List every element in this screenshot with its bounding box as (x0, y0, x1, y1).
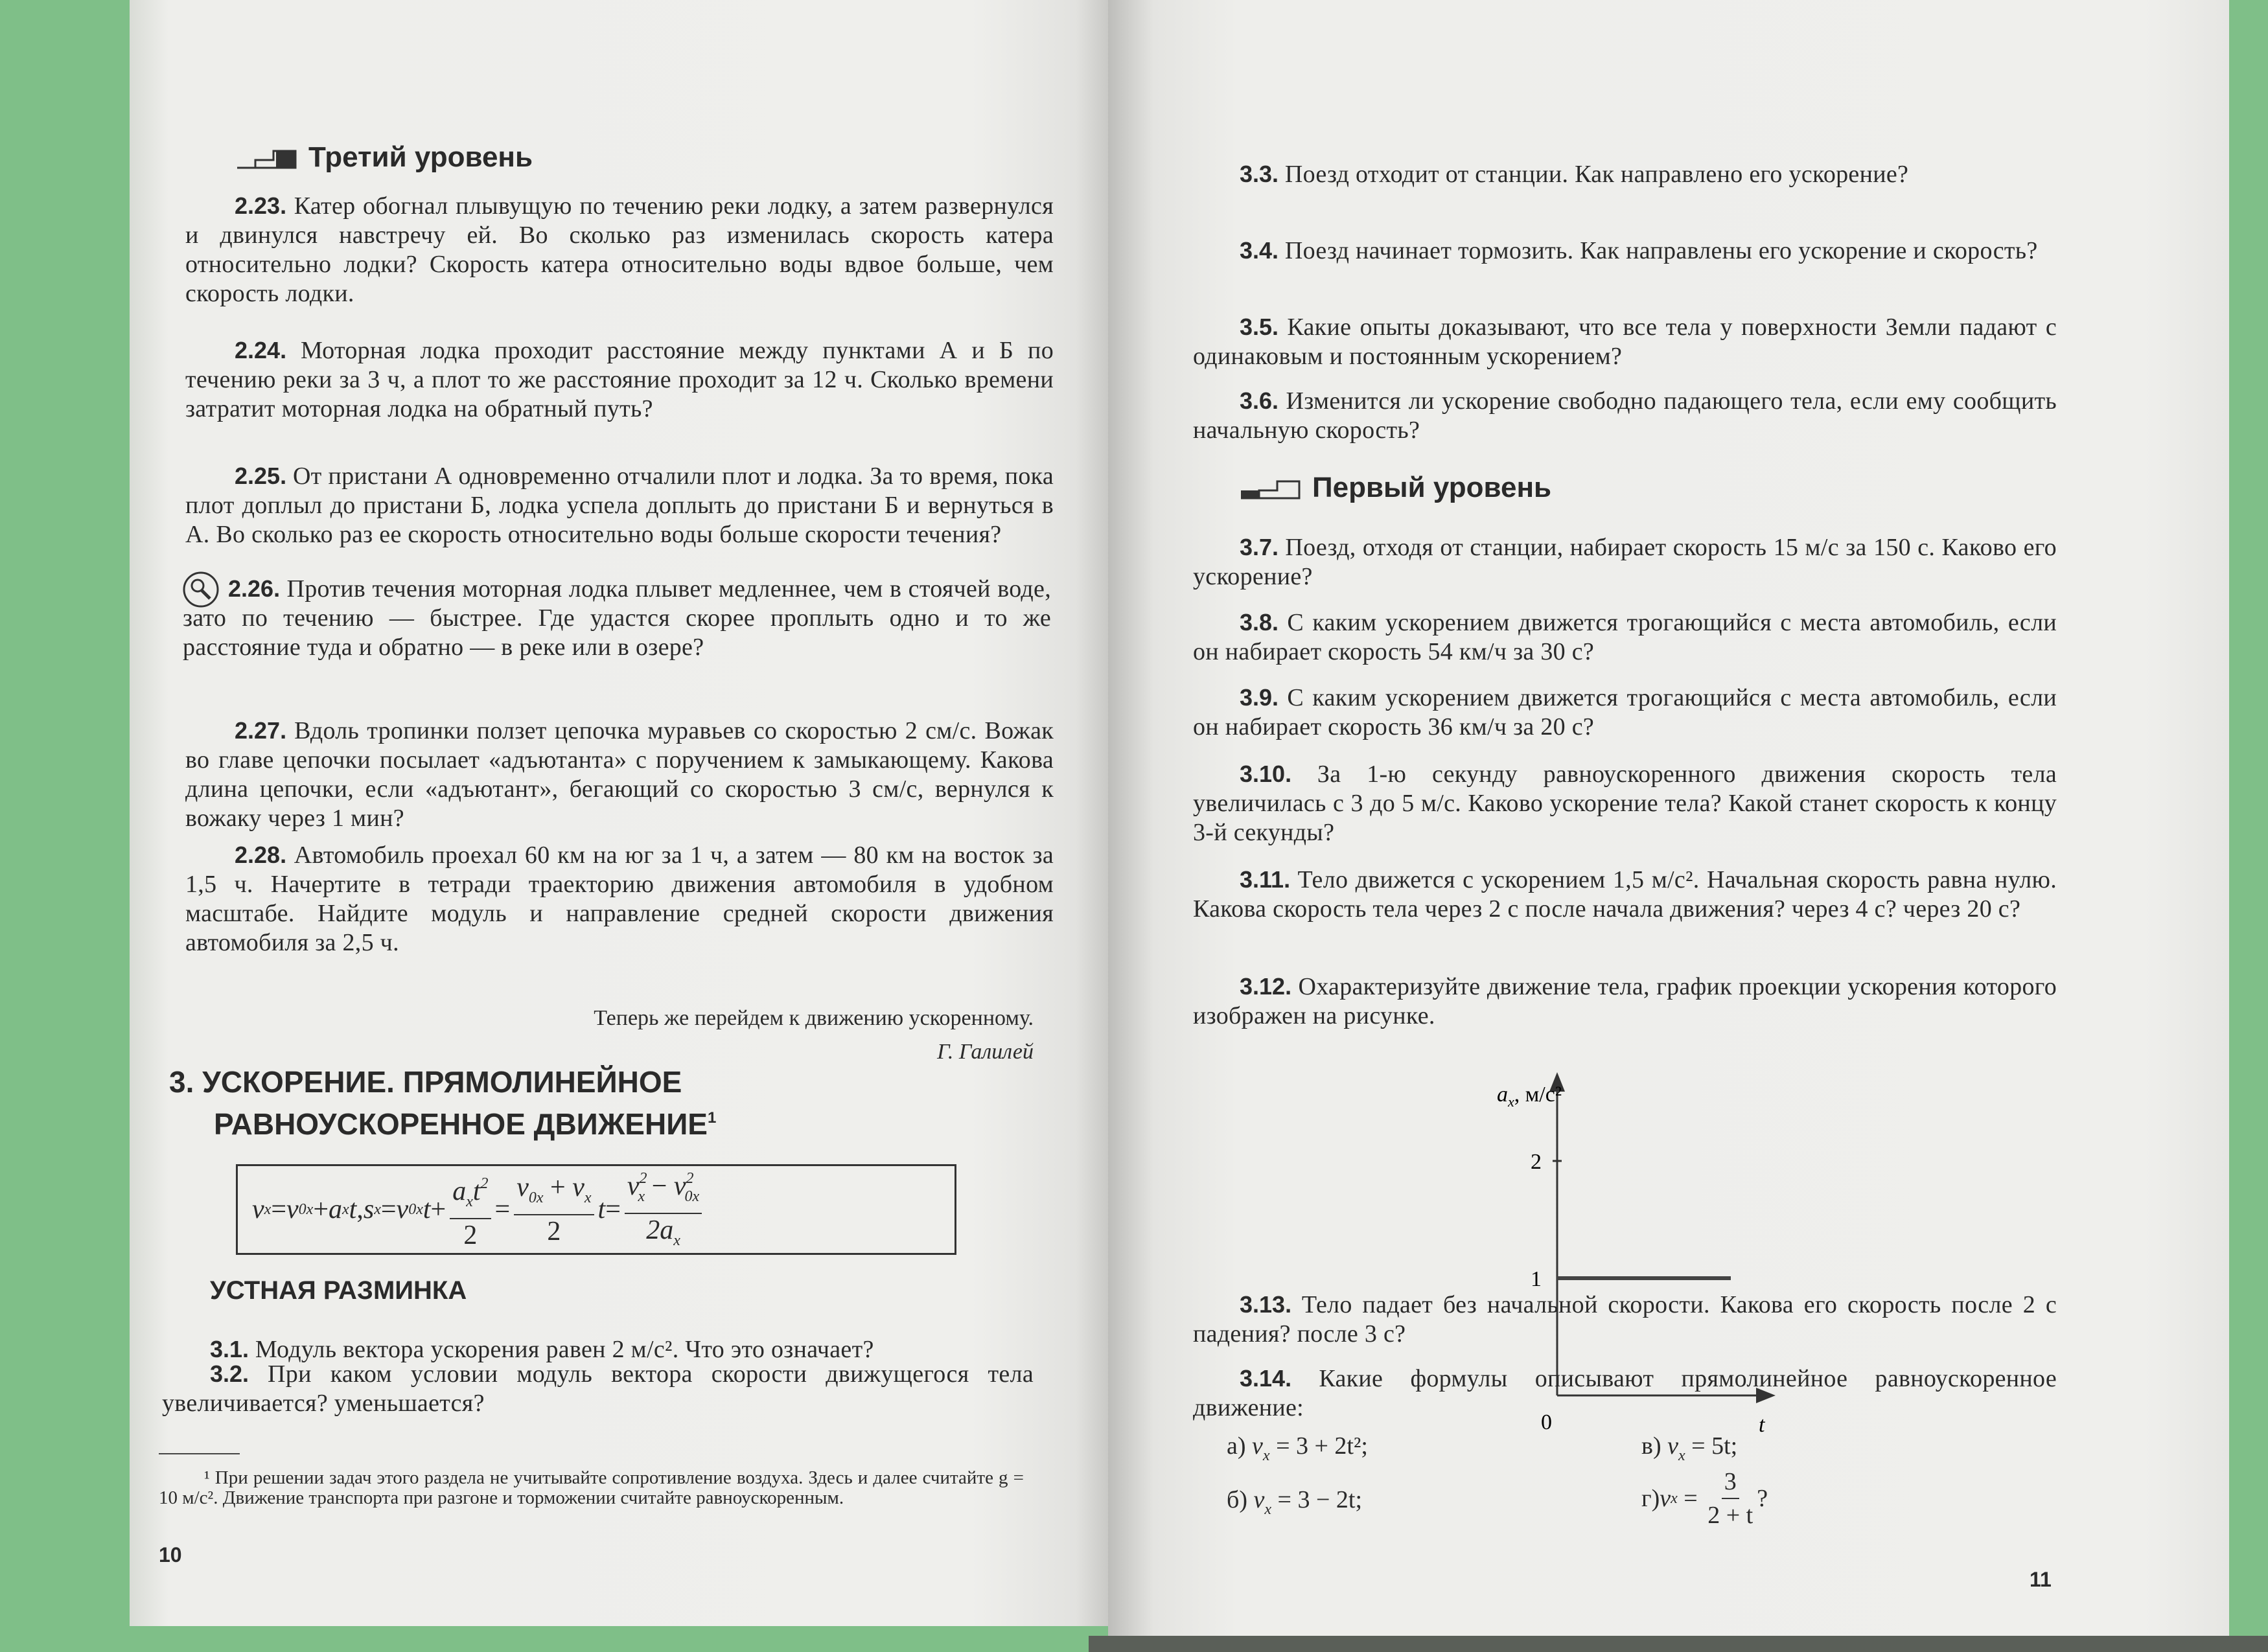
section-title-line2 (214, 1100, 716, 1142)
fraction (1707, 1465, 1753, 1532)
problem-2-27 (185, 716, 1054, 833)
y-tick-label-1: 1 (1531, 1267, 1542, 1291)
epigraph: Теперь же перейдем к движению ускоренному. (594, 1006, 1034, 1030)
f-v: v (572, 1173, 584, 1202)
f-v: v (396, 1195, 409, 1224)
problem-2-25 (185, 461, 1054, 549)
problem-number: 2.26. (228, 575, 281, 602)
problem-3-10 (1193, 759, 2057, 847)
problem-text: Какие формулы описывают прямолинейное равноускоренное движение: (1193, 1365, 2057, 1421)
f-sub: 0x (298, 1200, 314, 1218)
f-sup: 2 (639, 1170, 647, 1187)
origin-label: 0 (1541, 1410, 1552, 1434)
option-eq: = (1677, 1485, 1704, 1512)
f-plus: + (543, 1173, 573, 1202)
option-label: б) (1227, 1486, 1254, 1513)
problem-text: Моторная лодка проходит расстояние между пунктами А и Б по течению реки за 3 ч, а плот то же расстояние проходит за 12 ч. Сколько времени затратит моторная лодка на обратный путь? (185, 337, 1054, 422)
problem-3-5 (1193, 312, 2057, 371)
f-sup: 2 (480, 1175, 489, 1192)
problem-3-9 (1193, 683, 2057, 742)
problem-text: Тело падает без начальной скорости. Какова его скорость после 2 с падения? после 3 с? (1193, 1291, 2057, 1348)
problem-text: Охарактеризуйте движение тела, график проекции ускорения которого изображен на рисунке. (1193, 973, 2057, 1029)
page-number-left: 10 (159, 1543, 182, 1566)
problem-number: 2.24. (235, 337, 287, 363)
stairs-icon (236, 144, 297, 170)
section-title-line1: 3. УСКОРЕНИЕ. ПРЯМОЛИНЕЙНОЕ (169, 1065, 682, 1099)
problem-text: Автомобиль проехал 60 км на юг за 1 ч, а затем — 80 км на восток за 1,5 ч. Начертите в тетради траекторию движения автомобиля в удобном масштабе. Найдите модуль и направление средней скорости движения автомобиля за 2,5 ч. (185, 842, 1054, 956)
problem-number: 3.10. (1240, 761, 1292, 787)
f-plus: + (430, 1195, 446, 1224)
y-tick-label-2: 2 (1531, 1150, 1542, 1174)
problem-3-11 (1193, 865, 2057, 924)
problem-number: 3.11. (1240, 866, 1291, 893)
f-sub: x (638, 1188, 645, 1205)
f-v: v (516, 1173, 529, 1202)
f-2a: 2a (646, 1215, 674, 1245)
problem-3-12 (1193, 972, 2057, 1031)
f-sup: 2 (686, 1170, 694, 1187)
f-v: v (252, 1195, 264, 1224)
f-eq: = (271, 1195, 286, 1224)
problem-text: Поезд, отходя от станции, набирает скорость 15 м/с за 150 с. Каково его ускорение? (1193, 534, 2057, 590)
footnote-mark: 1 (707, 1109, 717, 1127)
formula-box (236, 1164, 956, 1255)
var-sub: x (1262, 1447, 1270, 1464)
warmup-title: УСТНАЯ РАЗМИНКА (210, 1276, 467, 1305)
problem-number: 2.28. (235, 842, 287, 868)
x-axis-label: t (1759, 1413, 1765, 1437)
problem-text: Модуль вектора ускорения равен 2 м/с². Что это означает? (249, 1336, 874, 1363)
f-s: s (363, 1195, 375, 1224)
f-sub: x (374, 1200, 381, 1218)
var-v: v (1253, 1486, 1265, 1513)
problem-number: 3.14. (1240, 1365, 1292, 1392)
f-t: t (597, 1195, 606, 1224)
option-label: в) (1641, 1432, 1668, 1460)
f-two: 2 (463, 1221, 478, 1250)
option-label: а) (1227, 1432, 1253, 1460)
heading-text: Третий уровень (308, 141, 533, 173)
problem-text: Вдоль тропинки ползет цепочка муравьев со скоростью 2 см/с. Вожак во главе цепочки посылает «адъютанта» с поручением к замыкающему. Какова длина цепочки, если «адъютант», бегающий со скоростью 3 см/с, вернулся к вожаку через 1 мин? (185, 717, 1054, 832)
problem-text: Тело движется с ускорением 1,5 м/с². Начальная скорость равна нулю. Какова скорость тела через 2 с после начала движения? через 4 с? через 20 с? (1193, 866, 2057, 923)
problem-text: При каком условии модуль вектора скорости движущегося тела увеличивается? уменьшается? (162, 1360, 1034, 1417)
epigraph-author: Г. Галилей (937, 1040, 1034, 1064)
f-plus: + (313, 1195, 329, 1224)
problem-number: 3.7. (1240, 534, 1279, 560)
footnote: ¹ При решении задач этого раздела не учитывайте сопротивление воздуха. Здесь и далее считайте g = 10 м/с². Движение транспорта при разгоне и торможении считайте равноускоренным. (159, 1467, 1024, 1508)
problem-text: Катер обогнал плывущую по течению реки лодку, а затем развернулся и двинулся навстречу ей. Во сколько раз изменилась скорость катера относительно лодки? Скорость катера относительно воды вдвое больше, чем скорость лодки. (185, 192, 1054, 307)
f-sub: x (342, 1200, 349, 1218)
f-v: v (286, 1195, 299, 1224)
option-g (1641, 1465, 1768, 1532)
f-minus: − (645, 1171, 674, 1201)
problem-text: С каким ускорением движется трогающийся с места автомобиль, если он набирает скорость 36 км/ч за 20 с? (1193, 684, 2057, 740)
problem-text: Поезд начинает тормозить. Как направлены его ускорение и скорость? (1279, 237, 2038, 264)
problem-text: За 1-ю секунду равноускоренного движения скорость тела увеличилась с 3 до 5 м/с. Каково ускорение тела? Какой станет скорость к концу 3-й секунды? (1193, 761, 2057, 846)
problem-number: 3.12. (1240, 973, 1292, 1000)
f-sub: 0x (408, 1200, 423, 1218)
option-formula: = 5t; (1685, 1432, 1738, 1460)
problem-text: Поезд отходит от станции. Как направлено его ускорение? (1279, 161, 1909, 188)
problem-number: 3.8. (1240, 609, 1279, 636)
f-sub: 0x (684, 1188, 700, 1205)
var-v: v (1660, 1485, 1671, 1512)
option-end: ? (1757, 1485, 1768, 1512)
problem-number: 2.25. (235, 463, 287, 489)
heading-text: Первый уровень (1312, 472, 1552, 503)
problem-2-23 (185, 191, 1054, 308)
var-v: v (1252, 1432, 1263, 1460)
book-edge (1089, 1636, 2268, 1652)
fraction (625, 1162, 702, 1257)
option-a (1227, 1432, 1368, 1465)
problem-number: 3.2. (210, 1360, 249, 1387)
var-v: v (1667, 1432, 1678, 1460)
problem-2-28 (185, 840, 1054, 958)
problem-3-3 (1193, 159, 2057, 189)
f-t: t (349, 1195, 357, 1224)
problem-text: От пристани А одновременно отчалили плот и лодка. За то время, пока плот доплыл до пристани Б, лодка успела доплыть до пристани Б и вернуться в А. Во сколько раз ее скорость относительно воды больше скорости течения? (185, 463, 1054, 548)
problem-number: 3.1. (210, 1336, 249, 1362)
footnote-divider (159, 1453, 240, 1454)
problem-number: 3.4. (1240, 237, 1279, 264)
option-formula: = 3 − 2t; (1271, 1486, 1363, 1513)
problem-number: 3.5. (1240, 314, 1279, 340)
problem-number: 3.3. (1240, 161, 1279, 187)
problem-number: 2.27. (235, 717, 287, 744)
problem-number: 3.13. (1240, 1291, 1292, 1318)
problem-3-8 (1193, 608, 2057, 667)
f-eq: = (605, 1195, 621, 1224)
f-v: v (627, 1171, 640, 1201)
heading-third-level (236, 141, 533, 174)
y-axis-label: $a_x$, м/с² (1497, 1083, 1562, 1110)
f-v: v (673, 1171, 686, 1201)
section-title-text: РАВНОУСКОРЕННОЕ ДВИЖЕНИЕ (214, 1107, 708, 1141)
f-a: a (452, 1176, 467, 1206)
page-number-right: 11 (2030, 1568, 2052, 1591)
problem-text: Изменится ли ускорение свободно падающего тела, если ему сообщить начальную скорость? (1193, 387, 2057, 444)
option-b (1227, 1486, 1362, 1519)
f-sub: x (584, 1189, 592, 1206)
f-sub: x (673, 1232, 680, 1249)
problem-text: С каким ускорением движется трогающийся с места автомобиль, если он набирает скорость 54 км/ч за 30 с? (1193, 609, 2057, 665)
f-sub: x (264, 1200, 272, 1218)
problem-3-2 (162, 1359, 1034, 1418)
option-v (1641, 1432, 1737, 1465)
problem-text: Какие опыты доказывают, что все тела у поверхности Земли падают с одинаковым и постоянным ускорением? (1193, 314, 2057, 370)
f-two: 2 (547, 1217, 561, 1246)
stairs-icon (1240, 475, 1301, 501)
f-a: a (329, 1195, 342, 1224)
problem-3-13 (1193, 1290, 2057, 1349)
problem-3-6 (1193, 386, 2057, 445)
problem-3-4 (1193, 236, 2057, 266)
frac-bottom: 2 + t (1707, 1502, 1753, 1529)
problem-number: 2.23. (235, 192, 287, 219)
var-sub: x (1671, 1489, 1678, 1507)
problem-3-14 (1193, 1364, 2057, 1423)
problem-2-24 (185, 336, 1054, 424)
problem-text: Против течения моторная лодка плывет медленнее, чем в стоячей воде, зато по течению — быстрее. Где удастся скорее проплыть одно и то же расстояние туда и обратно — в реке или в озере? (183, 575, 1051, 661)
problem-3-7 (1193, 533, 2057, 591)
problem-number: 3.6. (1240, 387, 1279, 414)
frac-top: 3 (1722, 1465, 1739, 1499)
f-comma: , (356, 1195, 364, 1224)
f-sub: x (466, 1193, 473, 1210)
fraction (514, 1171, 594, 1248)
var-sub: x (1678, 1447, 1685, 1464)
f-eq: = (380, 1195, 397, 1224)
problem-2-26 (183, 574, 1051, 662)
f-eq: = (494, 1195, 511, 1224)
var-sub: x (1264, 1501, 1272, 1518)
problem-number: 3.9. (1240, 684, 1279, 711)
f-t: t (422, 1195, 431, 1224)
f-sub: 0x (528, 1189, 544, 1206)
option-formula: = 3 + 2t²; (1269, 1432, 1368, 1460)
fraction (450, 1167, 491, 1252)
heading-first-level (1240, 472, 1551, 504)
option-label: г) (1641, 1485, 1660, 1512)
f-t: t (472, 1176, 481, 1206)
